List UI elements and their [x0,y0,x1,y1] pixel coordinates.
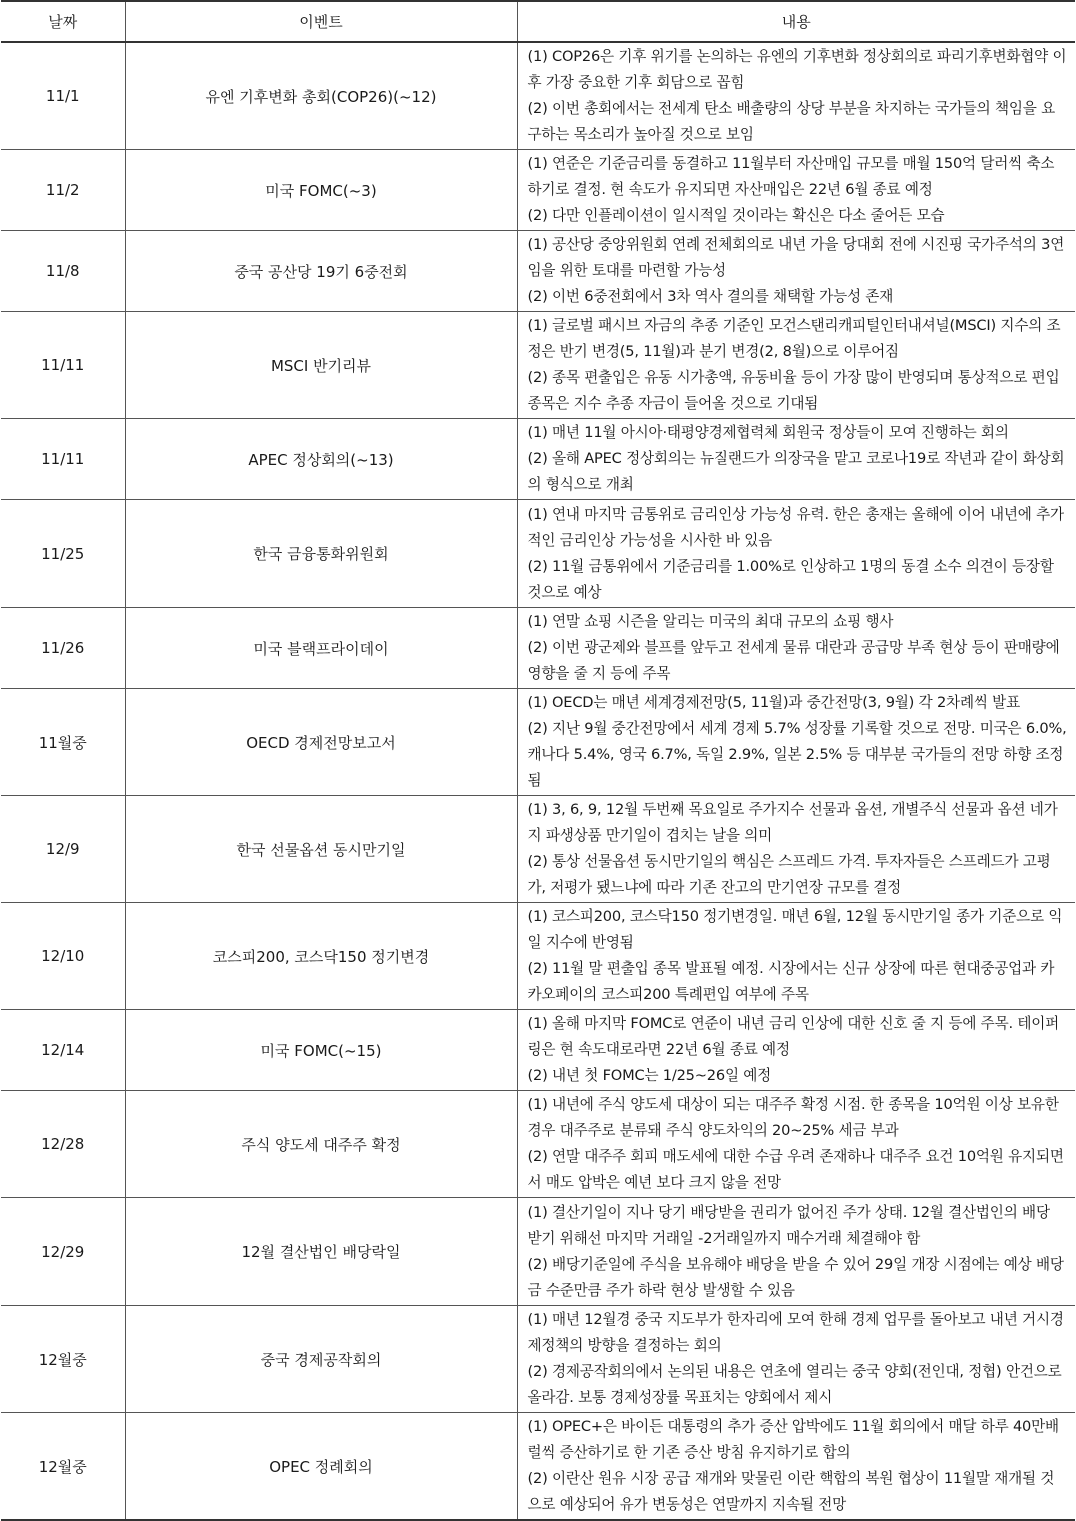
row-content [517,231,1075,312]
table-row [1,689,1075,796]
content-item: (1) 올해 마지막 FOMC로 연준이 내년 금리 인상에 대한 신호 줄 지 등에 주목. 테이퍼링은 현 속도대로라면 22년 6월 종료 예정 [527,1015,1060,1058]
row-content [517,1010,1075,1091]
content-item: (1) COP26은 기후 위기를 논의하는 유엔의 기후변화 정상회의로 파리기후변화협약 이후 가장 중요한 기후 회담으로 꼽힘 [527,48,1067,91]
row-event: 미국 FOMC(~3) [125,150,517,231]
content-item: (2) 11월 금통위에서 기준금리를 1.00%로 인상하고 1명의 동결 소수 의견이 등장할 것으로 예상 [527,557,1054,601]
content-item: (1) 글로벌 패시브 자금의 추종 기준인 모건스탠리캐피털인터내셔널(MSCI) 지수의 조정은 반기 변경(5, 11월)과 분기 변경(2, 8월)으로 이루어짐 [527,317,1061,360]
row-event: APEC 정상회의(~13) [125,419,517,500]
row-date: 12/10 [1,903,125,1010]
header-date: 날짜 [1,1,125,42]
table-row [1,903,1075,1010]
content-item: (1) 매년 11월 아시아·태평양경제협력체 회원국 정상들이 모여 진행하는 회의 [527,424,1009,441]
row-event: 12월 결산법인 배당락일 [125,1198,517,1306]
table-row [1,1306,1075,1413]
content-item: (1) 공산당 중앙위원회 연례 전체회의로 내년 가을 당대회 전에 시진핑 국가주석의 3연임을 위한 토대를 마련할 가능성 [527,236,1065,279]
row-content [517,608,1075,689]
row-date: 11월중 [1,689,125,796]
content-item: (2) 종목 편출입은 유동 시가총액, 유동비율 등이 가장 많이 반영되며 통상적으로 편입 종목은 지수 추종 자금이 들어올 것으로 기대됨 [527,369,1060,412]
row-content [517,1198,1075,1306]
row-event: MSCI 반기리뷰 [125,312,517,419]
row-event: 미국 블랙프라이데이 [125,608,517,689]
table-row [1,1091,1075,1198]
row-event: 주식 양도세 대주주 확정 [125,1091,517,1198]
row-date: 11/8 [1,231,125,312]
table-body [1,42,1075,1520]
table-row [1,1413,1075,1521]
header-event: 이벤트 [125,1,517,42]
row-content [517,689,1075,796]
table-row [1,231,1075,312]
row-date: 11/1 [1,42,125,150]
row-content [517,796,1075,903]
content-item: (1) OECD는 매년 세계경제전망(5, 11월)과 중간전망(3, 9월) 각 2차례씩 발표 [527,694,1020,711]
row-event: 유엔 기후변화 총회(COP26)(~12) [125,42,517,150]
row-content [517,312,1075,419]
header-row [1,1,1075,42]
table-row [1,796,1075,903]
row-content [517,1413,1075,1521]
content-item: (2) 연말 대주주 회피 매도세에 대한 수급 우려 존재하나 대주주 요건 10억원 유지되면서 매도 압박은 예년 보다 크지 않을 전망 [527,1148,1064,1191]
content-item: (2) 이란산 원유 시장 공급 재개와 맞물린 이란 핵합의 복원 협상이 11월말 재개될 것으로 예상되어 유가 변동성은 연말까지 지속될 전망 [527,1470,1055,1513]
row-event: 코스피200, 코스닥150 정기변경 [125,903,517,1010]
row-date: 12월중 [1,1413,125,1521]
content-item: (2) 지난 9월 중간전망에서 세계 경제 5.7% 성장률 기록할 것으로 전망. 미국은 6.0%, 캐나다 5.4%, 영국 6.7%, 독일 2.9%, 일본 2.5% 등 대부분 국가들의 전망 하향 조정됨 [527,720,1067,789]
table-row [1,1010,1075,1091]
content-item: (2) 배당기준일에 주식을 보유해야 배당을 받을 수 있어 29일 개장 시점에는 예상 배당금 수준만큼 주가 하락 현상 발생할 수 있음 [527,1255,1064,1299]
table-row [1,500,1075,608]
header-content: 내용 [517,1,1075,42]
content-item: (1) 결산기일이 지나 당기 배당받을 권리가 없어진 주가 상태. 12월 결산법인의 배당 받기 위해선 마지막 거래일 -2거래일까지 매수거래 체결해야 함 [527,1203,1050,1247]
row-event: 중국 공산당 19기 6중전회 [125,231,517,312]
row-content [517,903,1075,1010]
content-item: (1) 연내 마지막 금통위로 금리인상 가능성 유력. 한은 총재는 올해에 이어 내년에 추가적인 금리인상 가능성을 시사한 바 있음 [527,505,1064,549]
row-date: 11/2 [1,150,125,231]
content-item: (1) OPEC+은 바이든 대통령의 추가 증산 압박에도 11월 회의에서 매달 하루 40만배럴씩 증산하기로 한 기존 증산 방침 유지하기로 합의 [527,1418,1059,1461]
row-date: 12/28 [1,1091,125,1198]
table-row [1,150,1075,231]
content-item: (1) 코스피200, 코스닥150 정기변경일. 매년 6월, 12월 동시만기일 종가 기준으로 익일 지수에 반영됨 [527,908,1063,951]
row-date: 11/25 [1,500,125,608]
table-row [1,419,1075,500]
row-date: 11/11 [1,419,125,500]
row-date: 11/26 [1,608,125,689]
table-row [1,42,1075,150]
table-row [1,1198,1075,1306]
row-date: 11/11 [1,312,125,419]
content-item: (1) 연준은 기준금리를 동결하고 11월부터 자산매입 규모를 매월 150억 달러씩 축소하기로 결정. 현 속도가 유지되면 자산매입은 22년 6월 종료 예정 [527,155,1055,198]
event-schedule-table [1,0,1075,1521]
row-content [517,1091,1075,1198]
row-date: 12/29 [1,1198,125,1306]
table-header [1,1,1075,42]
content-item: (1) 3, 6, 9, 12월 두번째 목요일로 주가지수 선물과 옵션, 개별주식 선물과 옵션 네가지 파생상품 만기일이 겹치는 날을 의미 [527,801,1058,844]
table-row [1,608,1075,689]
content-item: (2) 내년 첫 FOMC는 1/25~26일 예정 [527,1067,772,1084]
row-content [517,150,1075,231]
content-item: (2) 다만 인플레이션이 일시적일 것이라는 확신은 다소 줄어든 모습 [527,207,945,224]
row-event: OECD 경제전망보고서 [125,689,517,796]
content-item: (2) 올해 APEC 정상회의는 뉴질랜드가 의장국을 맡고 코로나19로 작년과 같이 화상회의 형식으로 개최 [527,450,1065,493]
row-date: 12/9 [1,796,125,903]
content-item: (2) 경제공작회의에서 논의된 내용은 연초에 열리는 중국 양회(전인대, 정협) 안건으로 올라감. 보통 경제성장률 목표치는 양회에서 제시 [527,1363,1062,1406]
content-item: (2) 이번 광군제와 블프를 앞두고 전세계 물류 대란과 공급망 부족 현상 등이 판매량에 영향을 줄 지 등에 주목 [527,639,1060,682]
row-event: OPEC 정례회의 [125,1413,517,1521]
row-event: 한국 선물옵션 동시만기일 [125,796,517,903]
content-item: (2) 이번 총회에서는 전세계 탄소 배출량의 상당 부분을 차지하는 국가들의 책임을 요구하는 목소리가 높아질 것으로 보임 [527,100,1056,143]
content-item: (2) 통상 선물옵션 동시만기일의 핵심은 스프레드 가격. 투자자들은 스프레드가 고평가, 저평가 됐느냐에 따라 기존 잔고의 만기연장 규모를 결정 [527,853,1051,896]
content-item: (1) 연말 쇼핑 시즌을 알리는 미국의 최대 규모의 쇼핑 행사 [527,613,894,630]
row-event: 중국 경제공작회의 [125,1306,517,1413]
row-event: 한국 금융통화위원회 [125,500,517,608]
table-row [1,312,1075,419]
content-item: (1) 매년 12월경 중국 지도부가 한자리에 모여 한해 경제 업무를 돌아보고 내년 거시경제정책의 방향을 결정하는 회의 [527,1311,1064,1354]
row-event: 미국 FOMC(~15) [125,1010,517,1091]
row-content [517,500,1075,608]
row-content [517,419,1075,500]
content-item: (2) 이번 6중전회에서 3차 역사 결의를 채택할 가능성 존재 [527,288,894,305]
row-date: 12/14 [1,1010,125,1091]
row-date: 12월중 [1,1306,125,1413]
row-content [517,1306,1075,1413]
row-content [517,42,1075,150]
content-item: (1) 내년에 주식 양도세 대상이 되는 대주주 확정 시점. 한 종목을 10억원 이상 보유한 경우 대주주로 분류돼 주식 양도차익의 20~25% 세금 부과 [527,1096,1059,1139]
content-item: (2) 11월 말 편출입 종목 발표될 예정. 시장에서는 신규 상장에 따른 현대중공업과 카카오페이의 코스피200 특례편입 여부에 주목 [527,960,1055,1003]
